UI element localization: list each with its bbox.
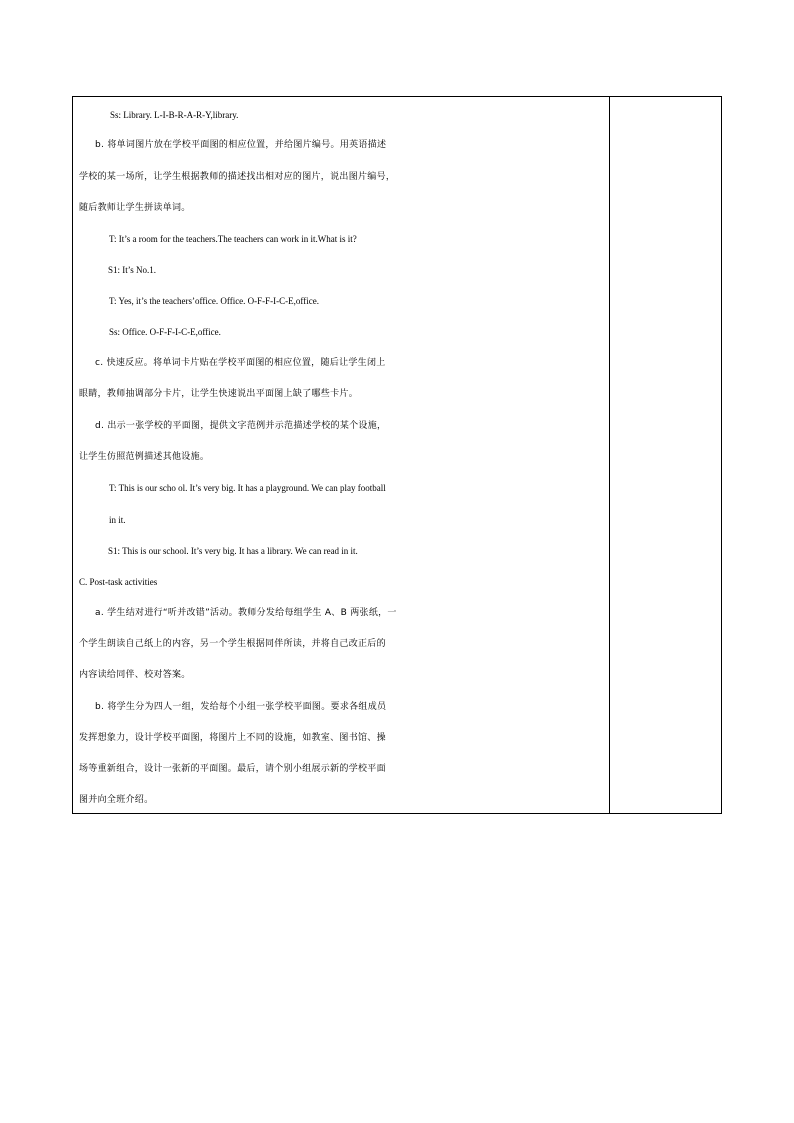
post-b-line-4: 图并向全班介绍。 — [79, 795, 154, 805]
notes-cell — [610, 97, 721, 813]
dialogue-line: T: This is our scho ol. It’s very big. It has a playground. We can play football — [109, 483, 386, 493]
post-a-line-3: 内容读给同伴、校对答案。 — [79, 670, 191, 680]
step-b-line-3: 随后教师让学生拼读单词。 — [79, 203, 191, 213]
dialogue-line: T: Yes, it’s the teachers’office. Office. O-F-F-I-C-E,office. — [109, 296, 319, 306]
step-b-line-2: 学校的某一场所，让学生根据教师的描述找出相对应的图片，说出图片编号， — [79, 172, 396, 182]
section-heading: C. Post-task activities — [79, 577, 158, 587]
lesson-plan-table — [72, 96, 722, 814]
dialogue-line: Ss: Library. L-I-B-R-A-R-Y,library. — [110, 110, 239, 120]
step-d-line-1: d. 出示一张学校的平面图，提供文字范例并示范描述学校的某个设施， — [95, 421, 387, 431]
post-b-line-1: b. 将学生分为四人一组，发给每个小组一张学校平面图。要求各组成员 — [95, 702, 387, 712]
dialogue-line: Ss: Office. O-F-F-I-C-E,office. — [109, 327, 221, 337]
dialogue-line: in it. — [109, 515, 126, 525]
post-a-line-2: 个学生朗读自己纸上的内容，另一个学生根据同伴所读，并将自己改正后的 — [79, 639, 386, 649]
step-d-line-2: 让学生仿照范例描述其他设施。 — [79, 452, 210, 462]
step-c-line-2: 眼睛，教师抽调部分卡片，让学生快速说出平面图上缺了哪些卡片。 — [79, 389, 359, 399]
step-c-line-1: c. 快速反应。将单词卡片贴在学校平面图的相应位置，随后让学生闭上 — [95, 358, 386, 368]
post-b-line-3: 场等重新组合，设计一张新的平面图。最后，请个别小组展示新的学校平面 — [79, 764, 386, 774]
dialogue-line: S1: It’s No.1. — [108, 265, 157, 275]
post-b-line-2: 发挥想象力，设计学校平面图，将图片上不同的设施，如教室、图书馆、操 — [79, 733, 386, 743]
procedure-cell — [73, 97, 610, 813]
dialogue-line: T: It’s a room for the teachers.The teachers can work in it.What is it? — [109, 234, 357, 244]
post-a-line-1: a. 学生结对进行“听并改错”活动。教师分发给每组学生 A、B 两张纸，一 — [95, 608, 397, 618]
step-b-line-1: b. 将单词图片放在学校平面图的相应位置，并给图片编号。用英语描述 — [95, 140, 387, 150]
dialogue-line: S1: This is our school. It’s very big. It has a library. We can read in it. — [108, 546, 358, 556]
